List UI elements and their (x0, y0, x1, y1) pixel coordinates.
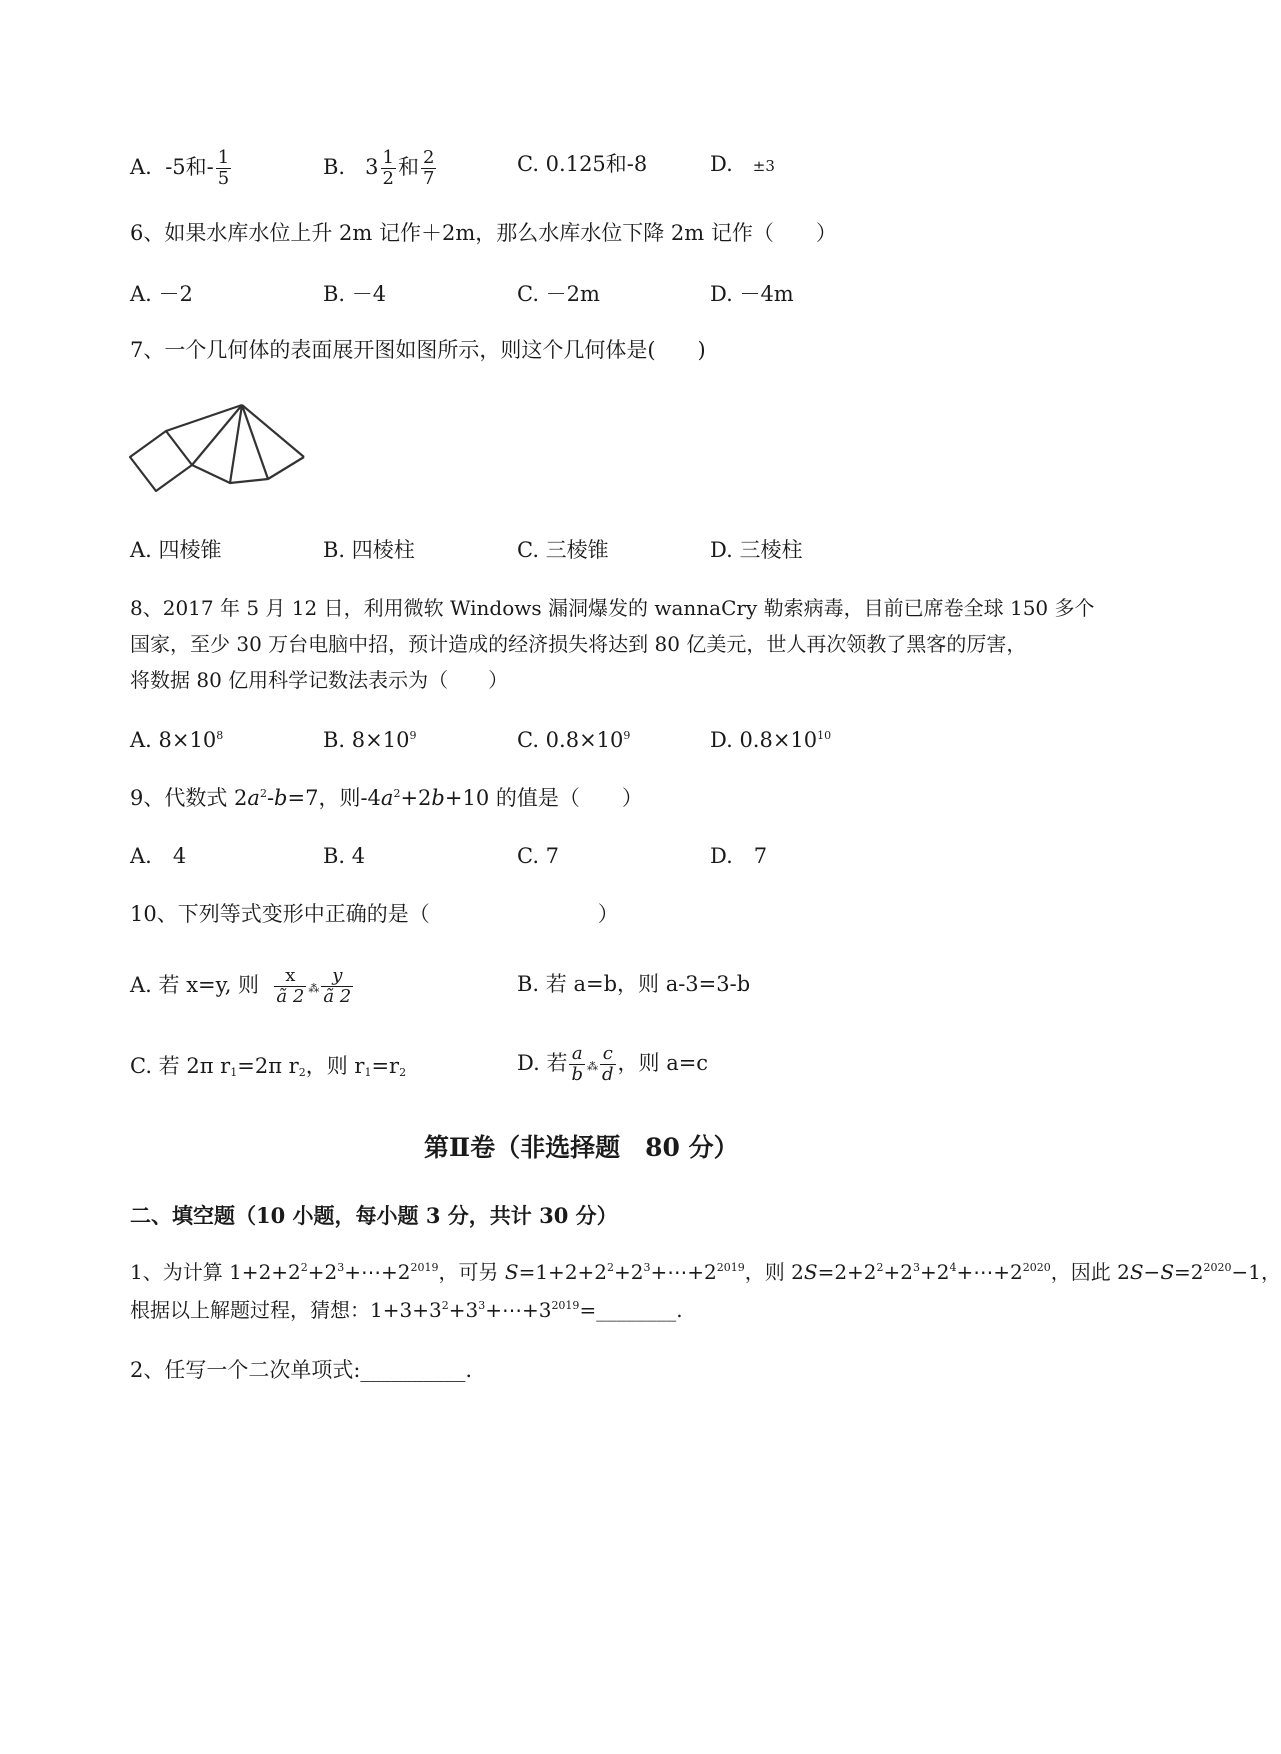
fill-1-line-2: 根据以上解题过程，猜想：$1+3+3^2+3^3+\cdots+3^{2019}=\_\_\_\_\_\_\_\_$. (130, 1298, 683, 1322)
q5-option-d: D. ±3 (710, 152, 775, 176)
q10-stem: 10、下列等式变形中正确的是（ ） (130, 902, 619, 926)
q8-option-c: C. $0.8\times 10^9$ (517, 728, 631, 752)
q9-option-a: A. 4 (130, 844, 187, 868)
q7-option-c: C. 三棱锥 (517, 538, 609, 562)
q6-option-a: A. －2 (130, 282, 193, 306)
net-square-face (130, 431, 192, 491)
q10-d-fraction-1: $\frac{a}{b}$ (571, 1043, 583, 1085)
q10-a-fraction-1: $\frac{x}{ã 2}$ (276, 965, 305, 1007)
q7-option-d: D. 三棱柱 (710, 538, 803, 562)
q5-option-a: A. -5和- $\frac{1}{5}$ (130, 147, 230, 189)
fill-1-line-1: 1、为计算 $1+2+2^2+2^3+\cdots+2^{2019}$，可另 $S=1+2+2^2+2^3+\cdots+2^{2019}$，则 $2S=2+2^2+2^3+2^4+\cdots+2^{2020}$，因此 $2S-S=2^{2020}-1$， (130, 1260, 1281, 1284)
fill-2-line: 2、任写一个二次单项式:__________. (130, 1358, 473, 1382)
q5-option-b: B. 3 $\frac{1}{2}$ 和 $\frac{2}{7}$ (323, 147, 435, 189)
q9-option-d: D. 7 (710, 844, 768, 868)
q6-option-c: C. －2m (517, 282, 600, 306)
q8-option-a: A. $8\times 10^8$ (130, 728, 224, 752)
q5-b-fraction-1: $\frac{1}{2}$ (382, 147, 394, 189)
q8-option-b: B. $8\times 10^9$ (323, 728, 417, 752)
q9-stem: 9、代数式 $2a^2-b=7$，则$-4a^2+2b+10$ 的值是（ ） (130, 786, 643, 810)
q5-a-fraction: $\frac{1}{5}$ (217, 147, 230, 189)
q8-stem-line-1: 8、2017 年 5 月 12 日，利用微软 Windows 漏洞爆发的 wannaCry 勒索病毒，目前已席卷全球 150 多个 (130, 596, 1095, 620)
q6-option-b: B. －4 (323, 282, 387, 306)
q5-option-c: C. 0.125和-8 (517, 152, 648, 176)
q7-option-a: A. 四棱锥 (130, 538, 222, 562)
q9-option-b: B. 4 (323, 844, 366, 868)
q6-option-d: D. －4m (710, 282, 794, 306)
q9-option-c: C. 7 (517, 844, 560, 868)
q10-a-fraction-2: $\frac{y}{ã 2}$ (323, 965, 352, 1007)
q10-option-d: D. 若 $\frac{a}{b}$ ⁂ $\frac{c}{d}$ ，则 a=c (517, 1043, 709, 1085)
q10-option-c: C. 若 2π $r_1=2\pi$ $r_2$，则 $r_1=r_2$ (130, 1054, 407, 1079)
q10-option-b: B. 若 a=b，则 a-3=3-b (517, 972, 751, 996)
section-2-title: 第Ⅱ卷（非选择题 80 分） (424, 1133, 739, 1162)
net-diagram (120, 395, 320, 500)
q8-stem-line-2: 国家，至少 30 万台电脑中招，预计造成的经济损失将达到 80 亿美元，世人再次领教了黑客的厉害， (130, 632, 1027, 656)
q5-b-fraction-2: $\frac{2}{7}$ (422, 147, 435, 189)
q8-option-d: D. $0.8\times 10^{10}$ (710, 728, 832, 752)
q10-d-fraction-2: $\frac{c}{d}$ (601, 1043, 614, 1085)
q8-stem-line-3: 将数据 80 亿用科学记数法表示为（ ） (130, 668, 509, 692)
q7-stem: 7、一个几何体的表面展开图如图所示，则这个几何体是( ) (130, 338, 706, 362)
q7-option-b: B. 四棱柱 (323, 538, 415, 562)
net-base-edge (192, 457, 304, 483)
section-2-subtitle: 二、填空题（10 小题，每小题 3 分，共计 30 分） (130, 1203, 618, 1228)
q10-option-a: A. 若 x=y, 则 $\frac{x}{ã 2}$ ⁂ $\frac{y}{ã 2}$ (130, 965, 352, 1007)
q6-stem: 6、如果水库水位上升 2m 记作＋2m，那么水库水位下降 2m 记作（ ） (130, 221, 837, 245)
